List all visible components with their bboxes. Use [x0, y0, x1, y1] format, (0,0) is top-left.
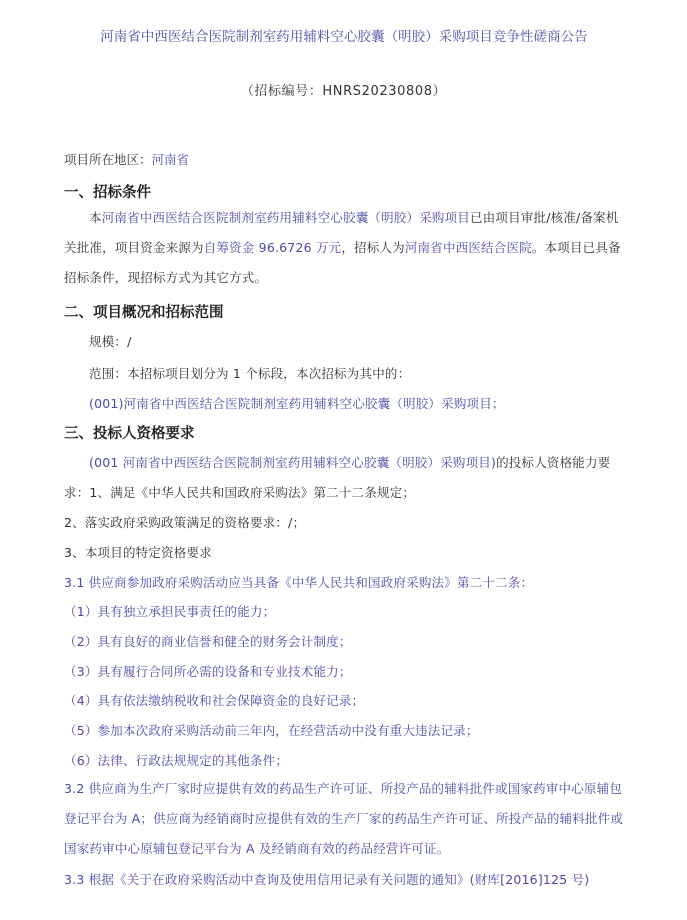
list-item: 3、本项目的特定资格要求 [64, 545, 212, 560]
project-scale: 规模：/ [89, 334, 132, 349]
lot-reference: (001 河南省中西医结合医院制剂室药用辅料空心胶囊（明胶）采购项目) [89, 455, 497, 470]
project-name: 河南省中西医结合医院制剂室药用辅料空心胶囊（明胶）采购项目 [101, 210, 471, 225]
list-item: 3.1 供应商参加政府采购活动应当具备《中华人民共和国政府采购法》第二十二条： [64, 575, 534, 590]
para-text: ，招标人为 [341, 240, 405, 255]
project-region [64, 150, 189, 168]
list-item: 2、落实政府采购政策满足的资格要求：/； [64, 515, 306, 530]
para-text: 的投标人资格能力要求：1、满足《中华人民共和国政府采购法》第二十二条规定； [64, 455, 611, 500]
section-heading-bidding-conditions: 一、招标条件 [64, 185, 151, 201]
list-item: （2）具有良好的商业信誉和健全的财务会计制度； [64, 634, 352, 649]
list-item: （4）具有依法缴纳税收和社会保障资金的良好记录； [64, 693, 365, 708]
tender-code: （招标编号：HNRS20230808） [240, 84, 447, 99]
list-item: （3）具有履行合同所必需的设备和专业技术能力； [64, 664, 352, 679]
list-item-3-2: 3.2 供应商为生产厂家时应提供有效的药品生产许可证、所投产品的辅料批件或国家药审中心原辅包登记平台为 A；供应商为经销商时应提供有效的生产厂家的药品生产许可证、所投产品的辅料批件或国家药审中心原辅包登记平台为 A 及经销商有效的药品经营许可证。 [64, 781, 624, 856]
region-label: 项目所在地区： [64, 152, 152, 167]
page-title: 河南省中西医结合医院制剂室药用辅料空心胶囊（明胶）采购项目竞争性磋商公告 [100, 30, 588, 45]
project-scope: 范围：本招标项目划分为 1 个标段，本次招标为其中的： [89, 366, 411, 381]
section-heading-overview: 二、项目概况和招标范围 [64, 305, 224, 321]
list-item: （1）具有独立承担民事责任的能力； [64, 604, 276, 619]
para-text: 本 [89, 210, 102, 225]
tenderer-name: 河南省中西医结合医院 [404, 240, 532, 255]
para-text: 已由项目审批/核准/备案机关批准，项目资金来源为 [64, 210, 619, 255]
list-item: （5）参加本次政府采购活动前三年内，在经营活动中没有重大违法记录； [64, 723, 479, 738]
fund-source: 自筹资金 96.6726 万元 [203, 240, 342, 255]
para-text: 。本项目已具备招标条件，现招标方式为其它方式。 [64, 240, 621, 285]
list-item-3-3: 3.3 根据《关于在政府采购活动中查询及使用信用记录有关问题的通知》(财库[2016]125 号) [64, 872, 590, 887]
region-value: 河南省 [151, 152, 190, 167]
section-heading-qualifications: 三、投标人资格要求 [64, 426, 195, 442]
lot-item: (001)河南省中西医结合医院制剂室药用辅料空心胶囊（明胶）采购项目； [89, 396, 505, 411]
list-item: （6）法律、行政法规规定的其他条件； [64, 753, 289, 768]
qualification-intro [64, 448, 624, 508]
bidding-conditions-paragraph [64, 203, 624, 293]
